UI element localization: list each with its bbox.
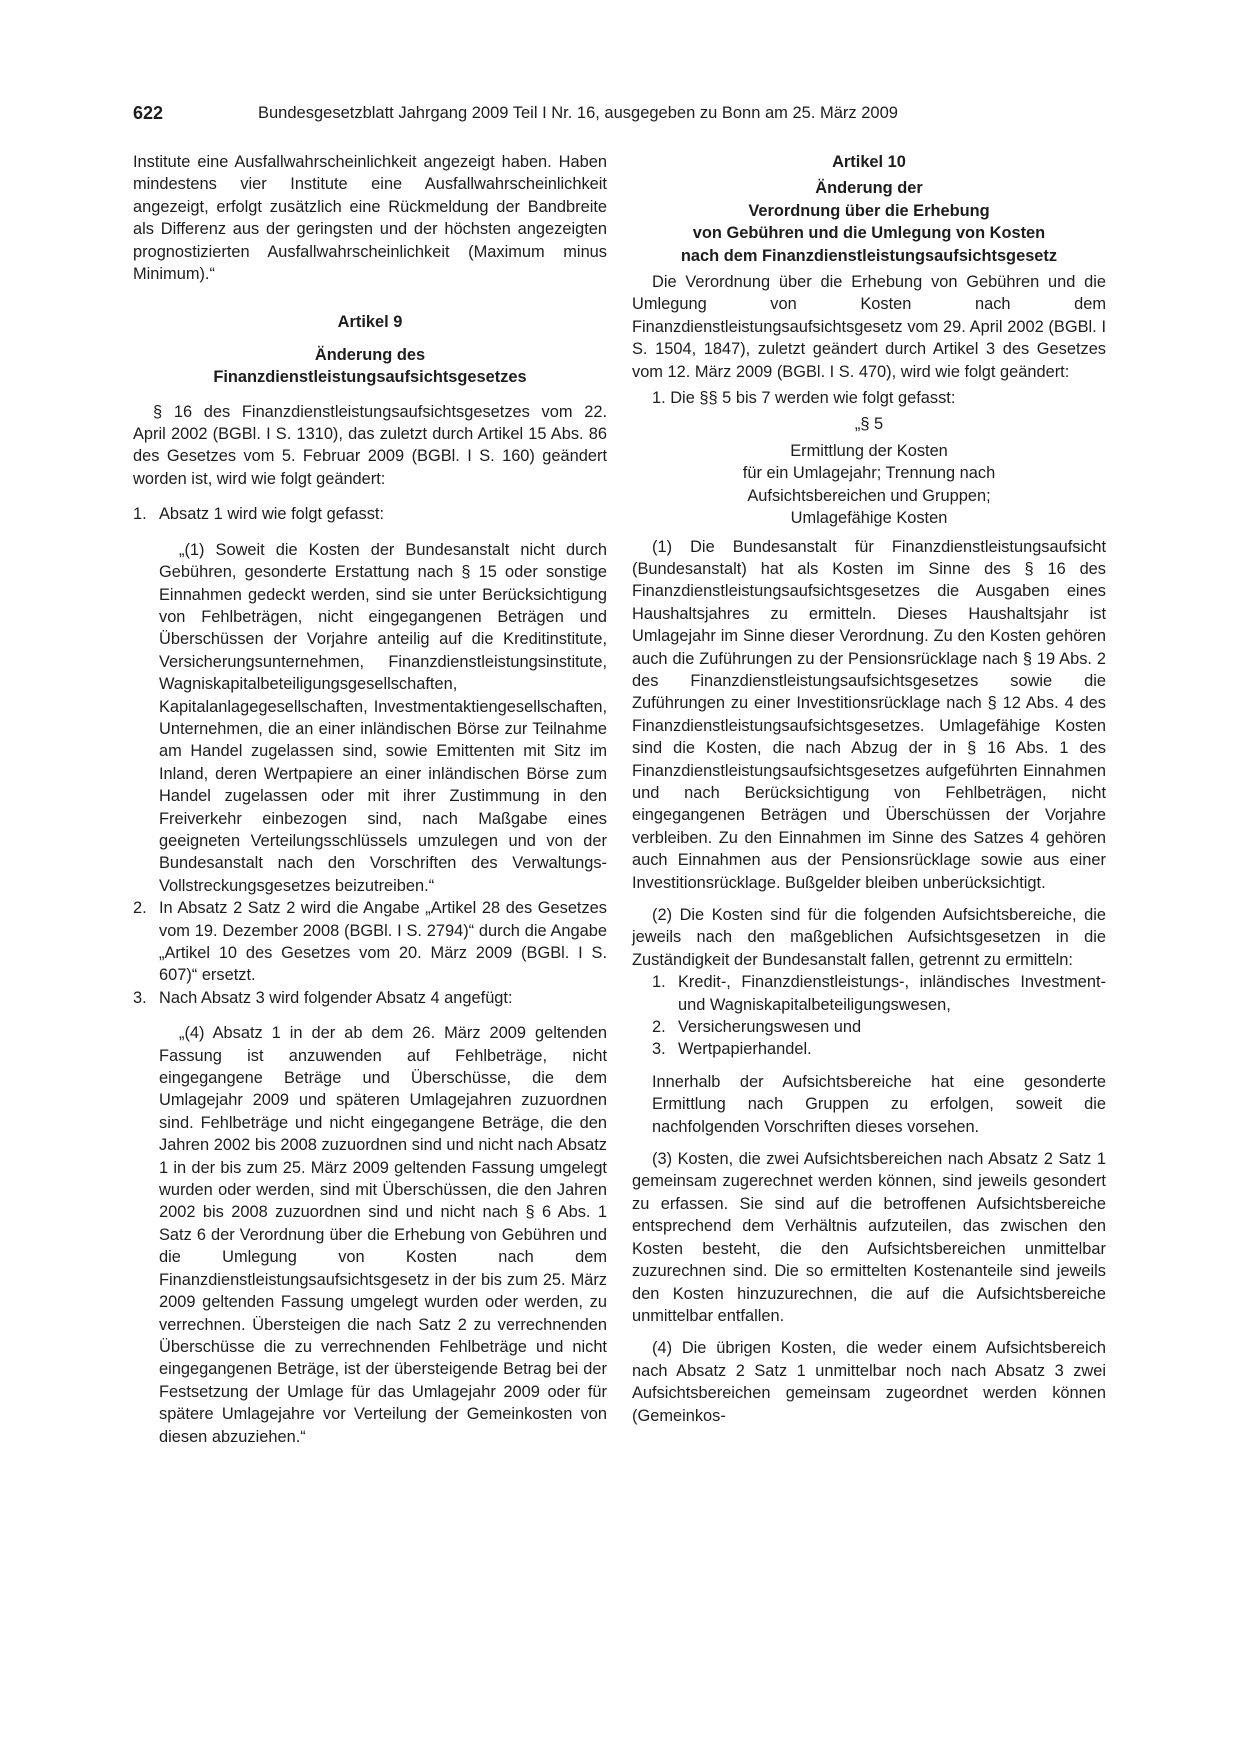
left-column [133,151,607,1448]
list-item [652,1038,1106,1060]
quoted-text: „(4) Absatz 1 in der ab dem 26. März 2009 geltenden Fassung ist anzuwenden auf Fehlbeträge, nicht eingegangene Beträge und Überschüsse, die dem Umlagejahr 2009 und späteren Umlagejahren zuzuordnen sind. Fehlbeträge und nicht eingegangene Beträge, die den Jahren 2002 bis 2008 zuzuordnen sind und nicht nach Absatz 1 in der bis zum 25. März 2009 geltenden Fassung umgelegt wurden oder werden, sind mit Überschüssen, die den Jahren 2002 bis 2008 zuzuordnen sind und nicht nach § 6 Abs. 1 Satz 6 der Verordnung über die Erhebung von Gebühren und die Umlegung von Kosten nach dem Finanzdienstleistungsaufsichtsgesetz in der bis zum 25. März 2009 geltenden Fassung umgelegt wurden oder werden, zu verrechnen. Übersteigen die nach Satz 2 zu verrechnenden Überschüsse die zu verrechnenden Fehlbeträge und nicht eingegangenen Beträge, ist der übersteigende Betrag bei der Festsetzung der Umlage für das Umlagejahr 2009 oder für spätere Umlagejahre vor Verteilung der Gemeinkosten von diesen abzuziehen.“ [159,1024,607,1446]
section-title-line: Umlagefähige Kosten [790,509,948,528]
article-9-heading: Artikel 9 [337,313,403,332]
article-9-intro: § 16 des Finanzdienstleistungsaufsichtsgesetzes vom 22. April 2002 (BGBl. I S. 1310), das zuletzt durch Artikel 15 Abs. 86 des Gesetzes vom 5. Februar 2009 (BGBl. I S. 160) geändert worden ist, wird wie folgt geändert: [133,402,607,488]
list-item-number: 1. [652,973,666,992]
quoted-amendment [159,539,607,898]
list-item [133,503,607,525]
quoted-text: „(1) Soweit die Kosten der Bundesanstalt nicht durch Gebühren, gesonderte Erstattung nach § 15 oder sonstige Einnahmen gedeckt werden, sind sie unter Berücksichtigung von Fehlbeträgen, nicht eingegangenen Beträgen und Überschüssen der Vorjahre anteilig auf die Kreditinstitute, Versicherungsunternehmen, Finanzdienstleistungsinstitute, Wagniskapitalbeteiligungsgesellschaften, Kapitalanlagegesellschaften, Investmentaktiengesellschaften, Unternehmen, die an einer inländischen Börse zur Teilnahme am Handel zugelassen sind, sowie Emittenten mit Sitz im Inland, deren Wertpapiere an einer inländischen Börse zum Handel zugelassen oder mit ihrer Zustimmung in den Freiverkehr einbezogen sind, nach Maßgabe eines geeigneten Verteilungsschlüssels umzulegen und von der Bundesanstalt nach den Vorschriften des Verwaltungs-Vollstreckungsgesetzes beizutreiben.“ [159,540,607,895]
list-item-number: 2. [133,899,147,918]
article-9-title-line: Änderung des [314,345,426,364]
continued-paragraph: Institute eine Ausfallwahrscheinlichkeit angezeigt haben. Haben mindestens vier Institute eine Ausfallwahrscheinlichkeit angezeigt, erfolgt zusätzlich eine Rückmeldung der Bandbreite als Differenz aus der geringsten und der höchsten angezeigten prognostizierten Ausfallwahrscheinlichkeit (Maximum minus Minimum).“ [133,153,607,284]
article-10-intro: Die Verordnung über die Erhebung von Gebühren und die Umlegung von Kosten nach dem Finanzdienstleistungsaufsichtsgesetz vom 29. April 2002 (BGBl. I S. 1504, 1847), zuletzt geändert durch Artikel 3 des Gesetzes vom 12. März 2009 (BGBl. I S. 470), wird wie folgt geändert: [632,273,1106,381]
list-item [133,987,607,1009]
section-title-line: für ein Umlagejahr; Trennung nach [742,464,996,483]
article-10-title-line: nach dem Finanzdienstleistungsaufsichtsgesetz [680,246,1058,265]
article-10-title-line: von Gebühren und die Umlegung von Kosten [692,224,1046,243]
list-item-text: Nach Absatz 3 wird folgender Absatz 4 angefügt: [159,988,513,1007]
article-10-title-line: Verordnung über die Erhebung [748,201,990,220]
list-item-number: 3. [133,988,147,1007]
paragraph-1: (1) Die Bundesanstalt für Finanzdienstleistungsaufsicht (Bundesanstalt) hat als Kosten im Sinne des § 16 des Finanzdienstleistungsaufsichtsgesetzes die Ausgaben eines Haushaltsjahres zu ermitteln. Dieses Haushaltsjahr ist Umlagejahr im Sinne dieser Verordnung. Zu den Kosten gehören auch die Zuführungen zu der Pensionsrücklage nach § 19 Abs. 2 des Finanzdienstleistungsaufsichtsgesetzes sowie die Zuführungen zu einer Investitionsrücklage nach § 12 Abs. 4 des Finanzdienstleistungsaufsichtsgesetzes. Umlagefähige Kosten sind die Kosten, die nach Abzug der in § 16 Abs. 1 des Finanzdienstleistungsaufsichtsgesetzes aufgeführten Einnahmen und nach Berücksichtigung von Fehlbeträgen, nicht eingegangenen Beträgen und Überschüssen der Vorjahre verbleiben. Zu den Einnahmen im Sinne des Satzes 4 gehören auch Einnahmen aus der Pensionsrücklage sowie aus einer Investitionsrücklage. Bußgelder bleiben unberücksichtigt. [632,537,1106,892]
article-9-title [133,344,607,389]
quoted-amendment [159,1022,607,1448]
list-item [133,897,607,987]
list-item-text: Versicherungswesen und [678,1018,862,1037]
list-item-number: 1. [133,505,147,524]
list-item-text: Kredit-, Finanzdienstleistungs-, inländisches Investment- und Wagniskapitalbeteiligungswesen, [678,973,1106,1014]
article-10-title [632,177,1106,267]
aufsichtsbereiche-list [652,971,1106,1061]
article-10-title-line: Änderung der [815,179,923,198]
right-column [632,151,1106,1427]
paragraph-2-continuation: Innerhalb der Aufsichtsbereiche hat eine gesonderte Ermittlung nach Gruppen zu erfolgen, soweit die nachfolgenden Vorschriften dieses vorsehen. [652,1072,1106,1136]
list-item-number: 3. [652,1040,666,1059]
page-header [133,100,993,126]
list-item [652,971,1106,1016]
section-title-line: Ermittlung der Kosten [790,441,948,460]
article-10-heading: Artikel 10 [832,153,906,171]
article-10-item-1: 1. Die §§ 5 bis 7 werden wie folgt gefasst: [652,389,956,408]
running-head: Bundesgesetzblatt Jahrgang 2009 Teil I Nr. 16, ausgegeben zu Bonn am 25. März 2009 [258,104,898,122]
section-title-line: Aufsichtsbereichen und Gruppen; [747,486,991,505]
paragraph-4: (4) Die übrigen Kosten, die weder einem Aufsichtsbereich nach Absatz 2 Satz 1 unmittelbar noch nach Absatz 3 zwei Aufsichtsbereichen gemeinsam zugeordnet werden können (Gemeinkos- [632,1339,1106,1425]
list-item-text: Wertpapierhandel. [678,1040,812,1059]
list-item [652,1016,1106,1038]
section-mark: „§ 5 [854,415,884,434]
article-9-title-line: Finanzdienstleistungsaufsichtsgesetzes [213,368,527,387]
section-title [632,440,1106,530]
page-number: 622 [133,103,164,123]
paragraph-2: (2) Die Kosten sind für die folgenden Aufsichtsbereiche, die jeweils nach den maßgeblichen Aufsichtsgesetzen in die Zuständigkeit der Bundesanstalt fallen, getrennt zu ermitteln: [632,906,1106,969]
list-item-text: Absatz 1 wird wie folgt gefasst: [159,505,385,524]
list-item-number: 2. [652,1018,666,1037]
paragraph-3: (3) Kosten, die zwei Aufsichtsbereichen nach Absatz 2 Satz 1 gemeinsam zugerechnet werden können, sind jeweils gesondert zu erfassen. Sie sind auf die betroffenen Aufsichtsbereiche entsprechend dem Verhältnis aufzuteilen, das zwischen den Kosten besteht, die den Aufsichtsbereichen unmittelbar zuzurechnen sind. Die so ermittelten Kostenanteile sind jeweils den Kosten hinzuzurechnen, die auf die Aufsichtsbereiche unmittelbar entfallen. [632,1150,1106,1325]
list-item-text: In Absatz 2 Satz 2 wird die Angabe „Artikel 28 des Gesetzes vom 19. Dezember 2008 (BGBl. I S. 2794)“ durch die Angabe „Artikel 10 des Gesetzes vom 20. März 2009 (BGBl. I S. 607)“ ersetzt. [159,899,607,985]
